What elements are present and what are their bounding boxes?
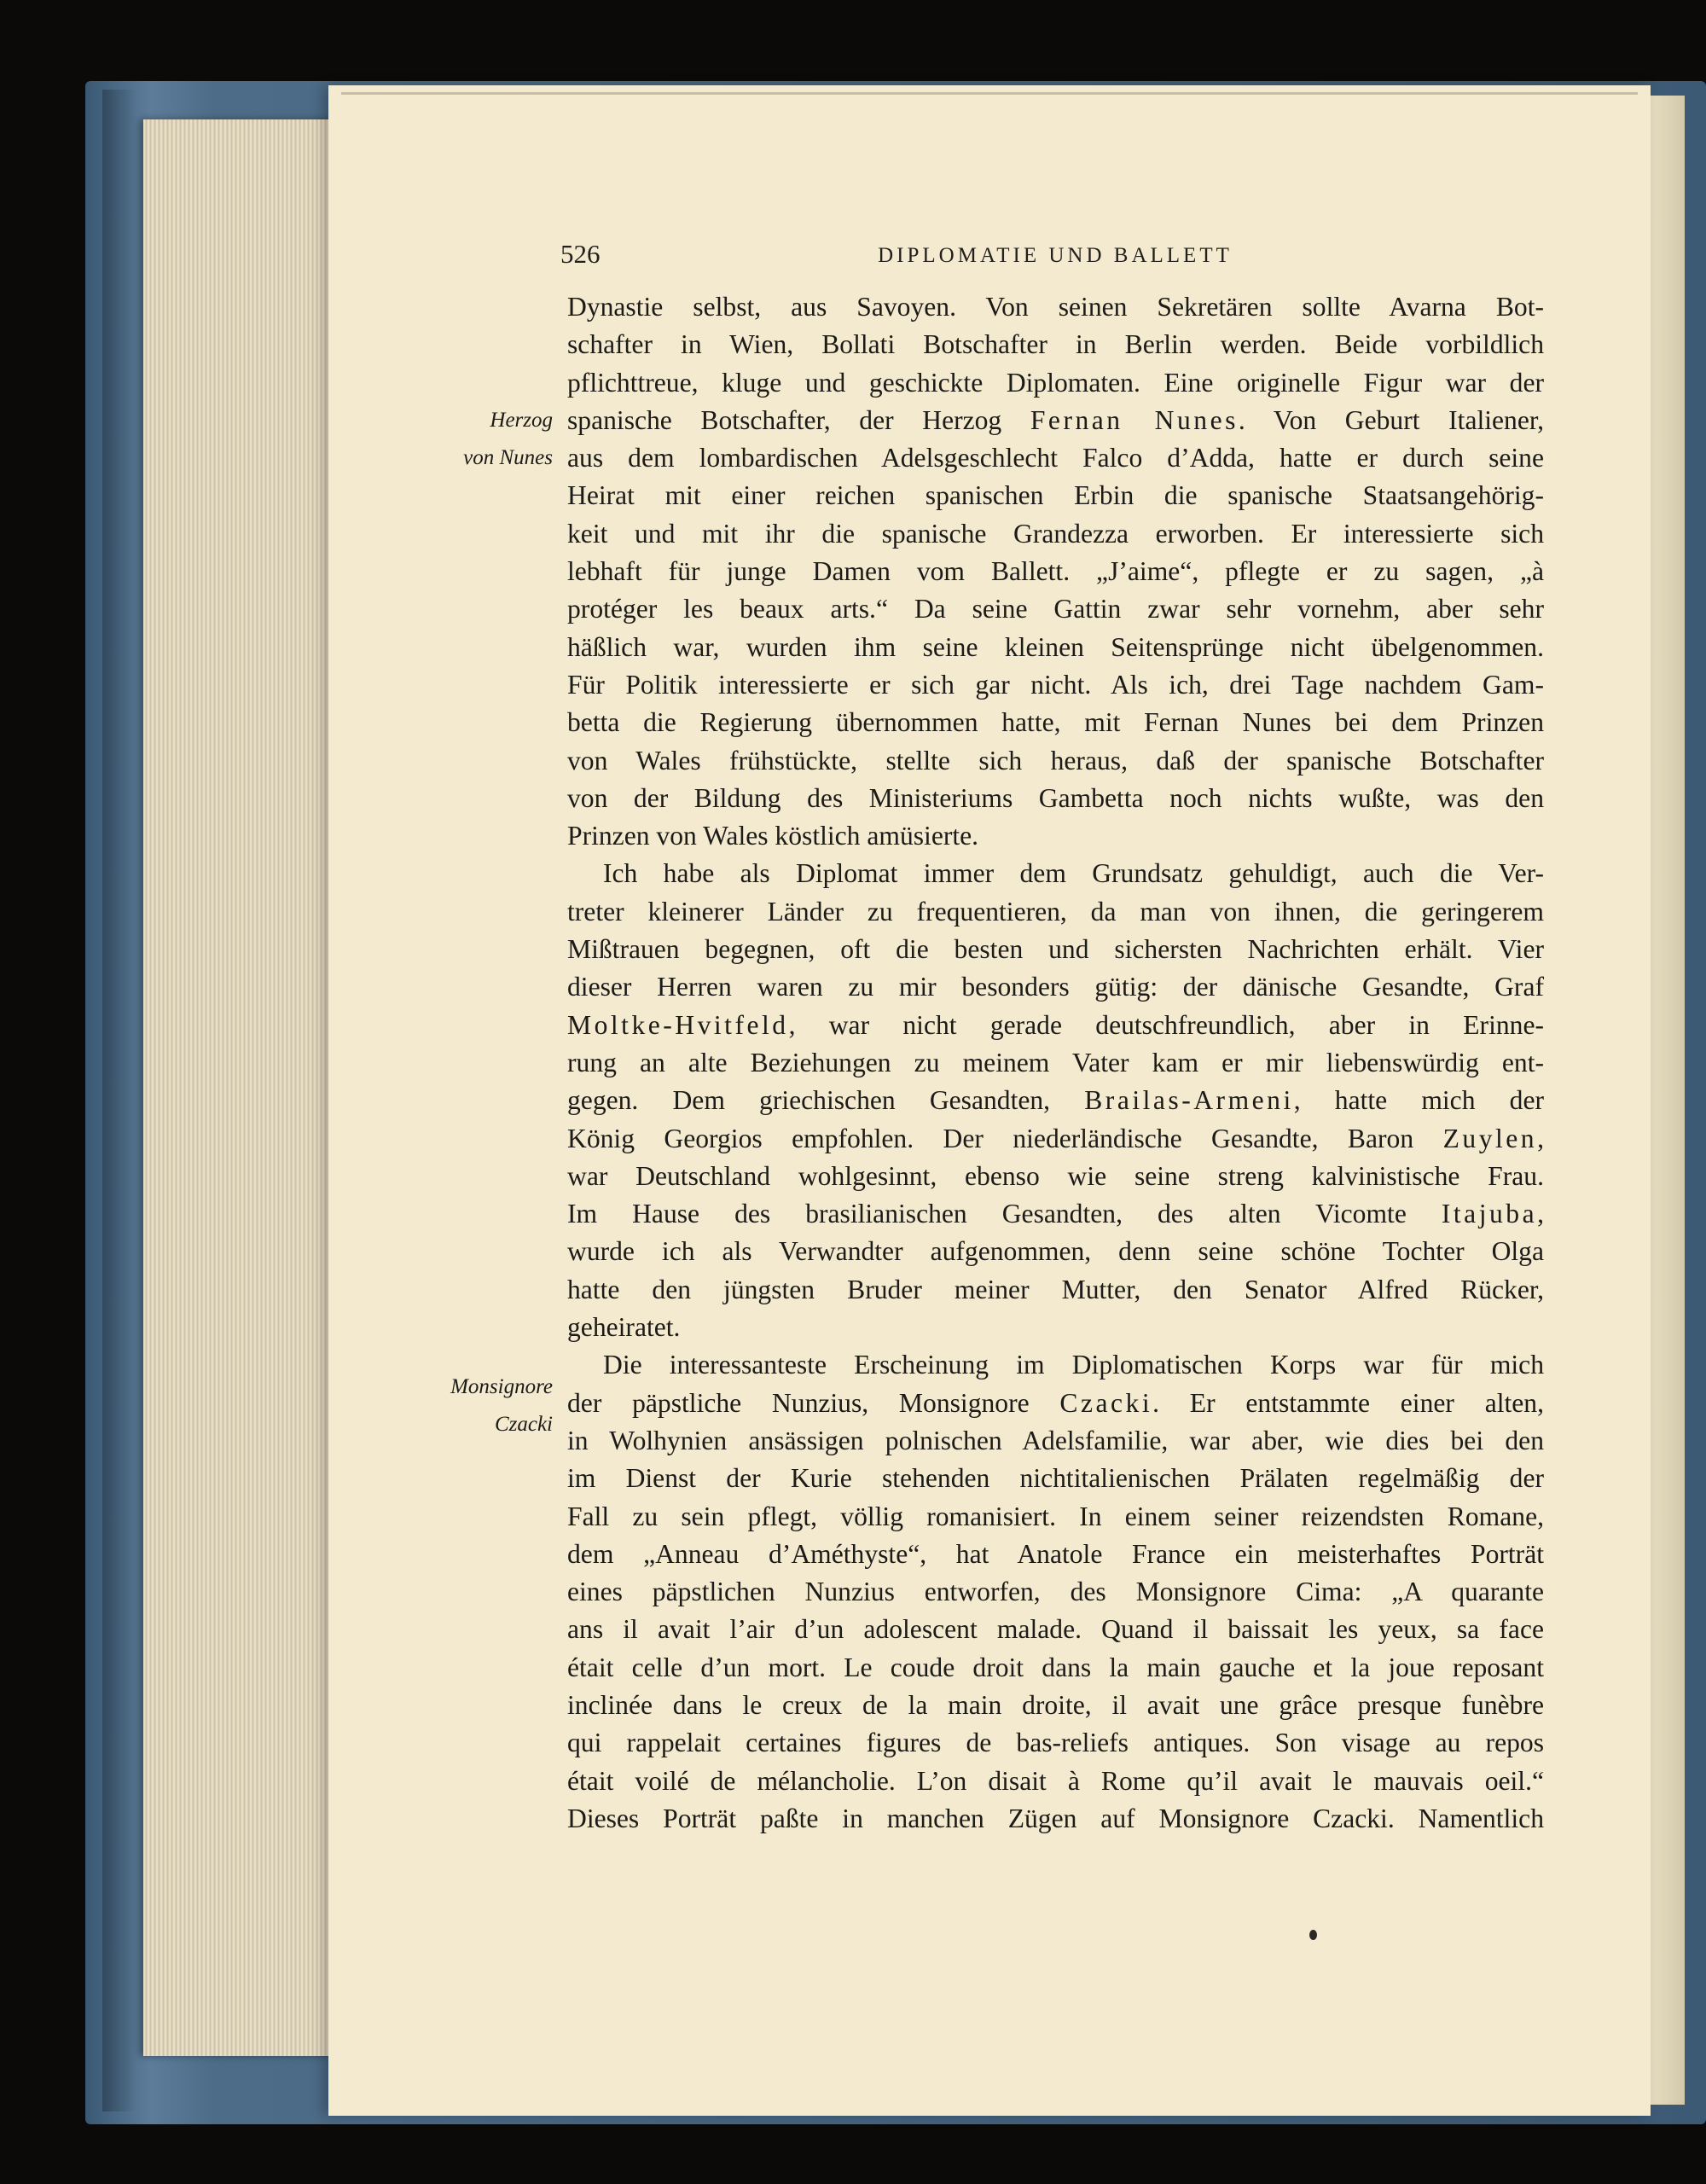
text-segment: schafter in Wien, Bollati Botschafter in Berlin werden. Beide vorbildlich [567,329,1544,360]
text-segment: Die interessanteste Erscheinung im Diplomatischen Korps war für mich [603,1350,1544,1380]
text-segment: aus dem lombardischen Adelsgeschlecht Falco d’Adda, hatte er durch seine [567,443,1544,473]
text-segment: betta die Regierung übernommen hatte, mit Fernan Nunes bei dem Prinzen [567,707,1544,738]
text-line [567,1422,1544,1460]
text-segment: rung an alte Beziehungen zu meinem Vater kam er mir liebenswürdig ent- [567,1047,1544,1077]
text-segment: était voilé de mélancholie. L’on disait à Rome qu’il avait le mauvais oeil.“ [567,1765,1544,1796]
text-line [567,1044,1544,1082]
body-text [567,288,1544,1838]
text-line [567,1687,1544,1724]
margin-note-line: Monsignore [450,1375,553,1398]
text-segment: im Dienst der Kurie stehenden nichtitalienischen Prälaten regelmäßig der [567,1463,1544,1494]
text-segment: treter kleinerer Länder zu frequentieren, da man von ihnen, die geringerem [567,896,1544,926]
text-segment: lebhaft für junge Damen vom Ballett. „J’aime“, pflegte er zu sagen, „à [567,556,1544,587]
text-line [567,1271,1544,1309]
text-line [567,1763,1544,1800]
text-line [567,1573,1544,1611]
ink-speck [1309,1930,1317,1940]
page-number: 526 [560,239,601,269]
text-line [567,288,1544,326]
text-segment: , war nicht gerade deutschfreundlich, aber in Erinne- [788,1009,1544,1040]
text-line [567,1724,1544,1762]
spaced-name: Moltke-Hvitfeld [567,1009,789,1040]
text-line [567,515,1544,553]
text-segment: spanische Botschafter, der Herzog [567,404,1030,435]
text-segment: keit und mit ihr die spanische Grandezza erworben. Er interessierte sich [567,518,1544,549]
text-segment: geheiratet. [567,1312,681,1343]
text-segment: Für Politik interessierte er sich gar nicht. Als ich, drei Tage nachdem Gam- [567,669,1544,700]
text-line [567,1082,1544,1119]
page-top-rule [341,92,1638,95]
text-segment: , [1537,1123,1544,1153]
text-line [567,1649,1544,1687]
text-line [567,326,1544,363]
text-segment: der päpstliche Nunzius, Monsignore [567,1387,1060,1418]
text-line [567,855,1544,892]
text-line [567,1007,1544,1044]
text-segment: gegen. Dem griechischen Gesandten, [567,1085,1085,1116]
margin-note-monsignore-czacki [339,1368,553,1444]
page-header [560,239,1550,273]
text-line [567,817,1544,855]
text-line [567,1460,1544,1497]
text-segment: hatte den jüngsten Bruder meiner Mutter, den Senator Alfred Rücker, [567,1274,1544,1304]
text-segment: König Georgios empfohlen. Der niederländische Gesandte, Baron [567,1123,1443,1153]
text-line [567,1158,1544,1195]
text-line [567,1195,1544,1233]
text-segment: . Er entstammte einer alten, [1152,1387,1544,1418]
spaced-name: Czacki [1059,1387,1153,1418]
spaced-name: Itajuba [1441,1199,1538,1229]
text-line [567,553,1544,590]
text-segment: , hatte mich der [1293,1085,1544,1116]
text-segment: inclinée dans le creux de la main droite, il avait une grâce presque funèbre [567,1689,1544,1720]
text-segment: dieser Herren waren zu mir besonders gütig: der dänische Gesandte, Graf [567,972,1544,1002]
text-segment: Im Hause des brasilianischen Gesandten, des alten Vicomte [567,1199,1442,1229]
text-line [567,590,1544,628]
text-segment: Fall zu sein pflegt, völlig romanisiert. In einem seiner reizendsten Romane, [567,1501,1544,1531]
text-segment: Dieses Porträt paßte in manchen Zügen auf Monsignore Czacki. Namentlich [567,1803,1544,1833]
text-segment: qui rappelait certaines figures de bas-reliefs antiques. Son visage au repos [567,1728,1544,1758]
margin-note-herzog-von-nunes [339,402,553,478]
text-line [567,439,1544,477]
text-line [567,968,1544,1006]
text-line [567,1120,1544,1158]
text-line [567,666,1544,704]
page-right-edge [1651,96,1685,2105]
text-line [567,704,1544,741]
text-line [567,1800,1544,1838]
text-segment: , [1537,1199,1544,1229]
text-segment: Mißtrauen begegnen, oft die besten und sichersten Nachrichten erhält. Vier [567,934,1544,965]
text-line [567,1233,1544,1270]
text-line [567,1346,1544,1384]
text-line [567,402,1544,439]
text-line [567,1385,1544,1422]
text-line [567,931,1544,968]
margin-note-line: Herzog [490,409,553,432]
text-segment: von Wales frühstückte, stellte sich heraus, daß der spanische Botschafter [567,745,1544,775]
text-segment: pflichttreue, kluge und geschickte Diplomaten. Eine originelle Figur war der [567,367,1544,398]
text-segment: war Deutschland wohlgesinnt, ebenso wie seine streng kalvinistische Frau. [567,1160,1544,1191]
text-segment: von der Bildung des Ministeriums Gambetta noch nichts wußte, was den [567,782,1544,813]
text-segment: protéger les beaux arts.“ Da seine Gattin zwar sehr vornehm, aber sehr [567,594,1544,624]
text-segment: wurde ich als Verwandter aufgenommen, denn seine schöne Tochter Olga [567,1236,1544,1267]
text-line [567,1536,1544,1573]
text-segment: Heirat mit einer reichen spanischen Erbin die spanische Staatsangehörig- [567,480,1544,511]
text-line [567,1309,1544,1346]
text-segment: était celle d’un mort. Le coude droit dans la main gauche et la joue reposant [567,1652,1544,1682]
spaced-name: Fernan Nunes [1030,404,1239,435]
text-line [567,1498,1544,1536]
text-segment: dem „Anneau d’Améthyste“, hat Anatole France ein meisterhaftes Porträt [567,1538,1544,1569]
text-segment: Prinzen von Wales köstlich amüsierte. [567,821,979,851]
text-line [567,477,1544,514]
margin-note-line: Czacki [494,1413,553,1437]
text-segment: . Von Geburt Italiener, [1238,404,1545,435]
page-stack-edges [143,119,339,2056]
cover-shadow [102,90,136,2111]
text-segment: Ich habe als Diplomat immer dem Grundsatz gehuldigt, auch die Ver- [603,858,1544,889]
text-line [567,629,1544,666]
text-line [567,780,1544,817]
spaced-name: Zuylen [1442,1123,1538,1153]
text-segment: Dynastie selbst, aus Savoyen. Von seinen Sekretären sollte Avarna Bot- [567,292,1544,322]
text-line [567,364,1544,402]
text-line [567,742,1544,780]
text-line [567,1611,1544,1648]
text-segment: ans il avait l’air d’un adolescent malade. Quand il baissait les yeux, sa face [567,1614,1544,1645]
margin-note-line: von Nunes [463,446,553,470]
running-title: DIPLOMATIE UND BALLETT [878,244,1233,267]
text-line [567,893,1544,931]
text-segment: in Wolhynien ansässigen polnischen Adelsfamilie, war aber, wie dies bei den [567,1425,1544,1455]
text-segment: eines päpstlichen Nunzius entworfen, des Monsignore Cima: „A quarante [567,1577,1544,1607]
spaced-name: Brailas-Armeni [1084,1085,1294,1116]
text-segment: häßlich war, wurden ihm seine kleinen Seitensprünge nicht übelgenommen. [567,631,1544,662]
